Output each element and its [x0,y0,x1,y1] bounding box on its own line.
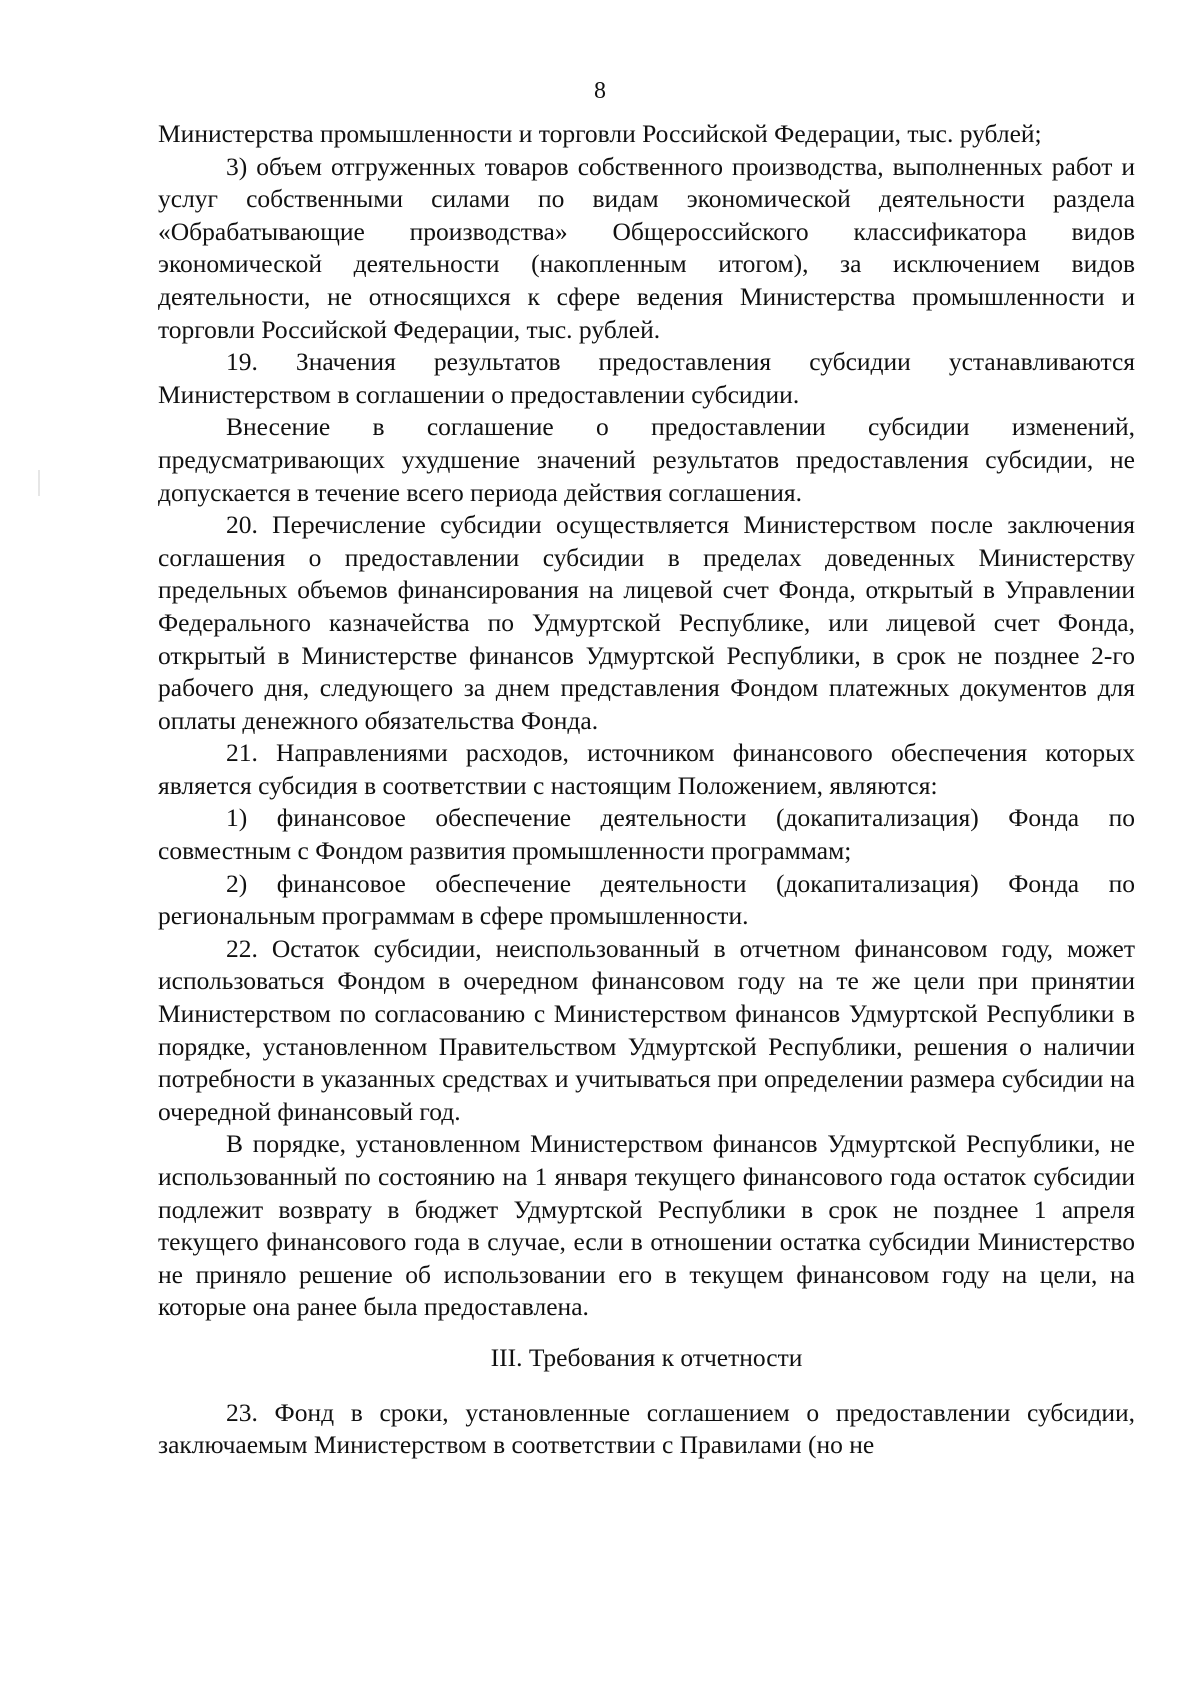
paragraph-22-return: В порядке, установленном Министерством финансов Удмуртской Республики, не использованный по состоянию на 1 января текущего финансового года остаток субсидии подлежит возврату в бюджет Удмуртской Республики в срок не позднее 1 апреля текущего финансового года в случае, если в отношении остатка субсидии Министерство не приняло решение об использовании его в текущем финансовом году на цели, на которые она ранее была предоставлена. [158,1129,1135,1322]
paragraph-19: 19. Значения результатов предоставления субсидии устанавливаются Министерством в соглашении о предоставлении субсидии. [158,347,1135,409]
page-number: 8 [594,78,606,104]
paragraph-continuation: Министерства промышленности и торговли Российской Федерации, тыс. рублей; [158,119,1042,148]
paragraph-21: 21. Направлениями расходов, источником финансового обеспечения которых является субсидия в соответствии с настоящим Положением, являются: [158,738,1135,800]
paragraph-22: 22. Остаток субсидии, неиспользованный в отчетном финансовом году, может использоваться Фондом в очередном финансовом году на те же цели при принятии Министерством по согласованию с Министерством финансов Удмуртской Республики в порядке, установленном Правительством Удмуртской Республики, решения о наличии потребности в указанных средствах и учитываться при определении размера субсидии на очередной финансовый год. [158,933,1135,1126]
paragraph-20: 20. Перечисление субсидии осуществляется Министерством после заключения соглашения о предоставлении субсидии в пределах доведенных Министерству предельных объемов финансирования на лицевой счет Фонда, открытый в Управлении Федерального казначейства по Удмуртской Республике, или лицевой счет Фонда, открытый в Министерстве финансов Удмуртской Республики, в срок не позднее 2-го рабочего дня, следующего за днем представления Фондом платежных документов для оплаты денежного обязательства Фонда. [158,510,1135,735]
document-body [158,118,1135,1462]
paragraph-23: 23. Фонд в сроки, установленные соглашением о предоставлении субсидии, заключаемым Министерством в соответствии с Правилами (но не [158,1397,1135,1460]
paragraph-item-3: 3) объем отгруженных товаров собственного производства, выполненных работ и услуг собственными силами по видам экономической деятельности раздела «Обрабатывающие производства» Общероссийского классификатора видов экономической деятельности (накопленным итогом), за исключением видов деятельности, не относящихся к сфере ведения Министерства промышленности и торговли Российской Федерации, тыс. рублей. [158,151,1135,344]
paragraph-21-item-1: 1) финансовое обеспечение деятельности (докапитализация) Фонда по совместным с Фондом развития промышленности программам; [158,803,1135,866]
paragraph-21-item-2: 2) финансовое обеспечение деятельности (докапитализация) Фонда по региональным программам в сфере промышленности. [158,868,1135,931]
scan-artifact [38,470,40,496]
section-heading: III. Требования к отчетности [490,1342,803,1372]
paragraph-19-amendments: Внесение в соглашение о предоставлении субсидии изменений, предусматривающих ухудшение значений результатов предоставления субсидии, не допускается в течение всего периода действия соглашения. [158,412,1135,507]
